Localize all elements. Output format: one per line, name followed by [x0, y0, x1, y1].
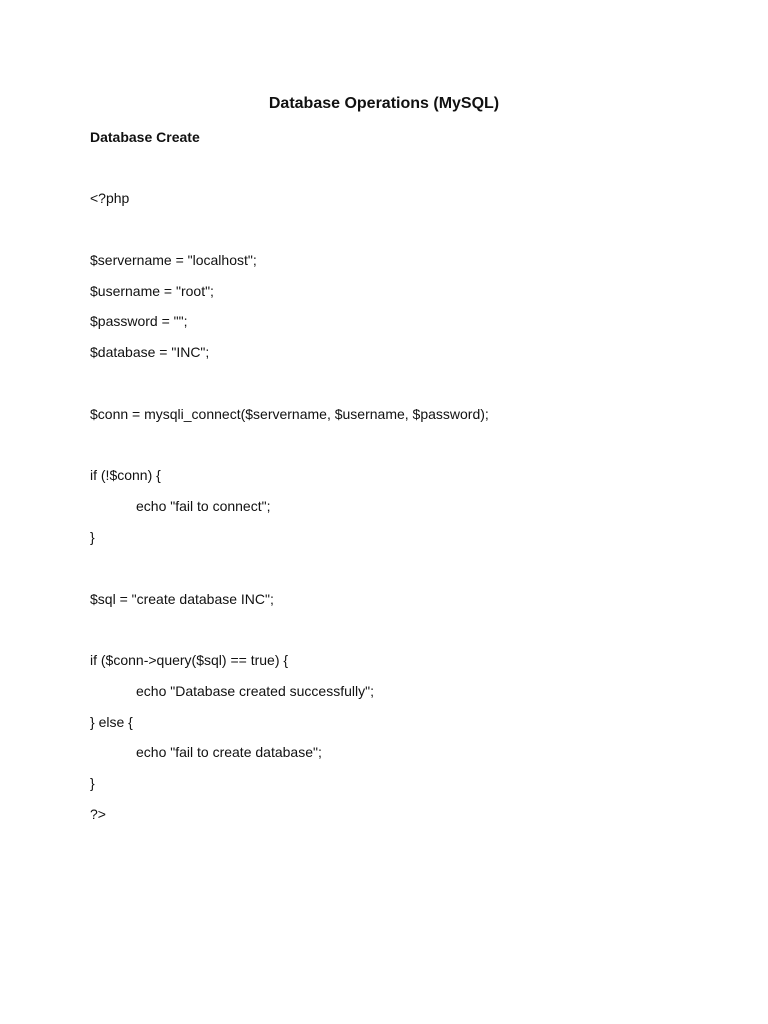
code-line-servername: $servername = "localhost";: [90, 252, 257, 268]
section-heading: Database Create: [90, 129, 200, 145]
code-line-if-conn: if (!$conn) {: [90, 467, 161, 483]
code-line-php-open: <?php: [90, 190, 130, 206]
code-line-password: $password = "";: [90, 313, 188, 329]
code-line-echo-fail-connect: echo "fail to connect";: [136, 498, 271, 514]
code-line-else: } else {: [90, 714, 133, 730]
code-line-connect: $conn = mysqli_connect($servername, $username, $password);: [90, 406, 489, 422]
document-title: Database Operations (MySQL): [268, 95, 500, 112]
code-line-sql: $sql = "create database INC";: [90, 591, 274, 607]
code-line-database: $database = "INC";: [90, 344, 210, 360]
code-line-echo-fail-create: echo "fail to create database";: [136, 744, 322, 760]
code-line-username: $username = "root";: [90, 283, 214, 299]
code-line-echo-success: echo "Database created successfully";: [136, 683, 374, 699]
code-line-if-query: if ($conn->query($sql) == true) {: [90, 652, 289, 668]
code-line-close-brace-2: }: [90, 775, 95, 791]
code-line-close-brace-1: }: [90, 529, 95, 545]
code-line-php-close: ?>: [90, 806, 106, 822]
